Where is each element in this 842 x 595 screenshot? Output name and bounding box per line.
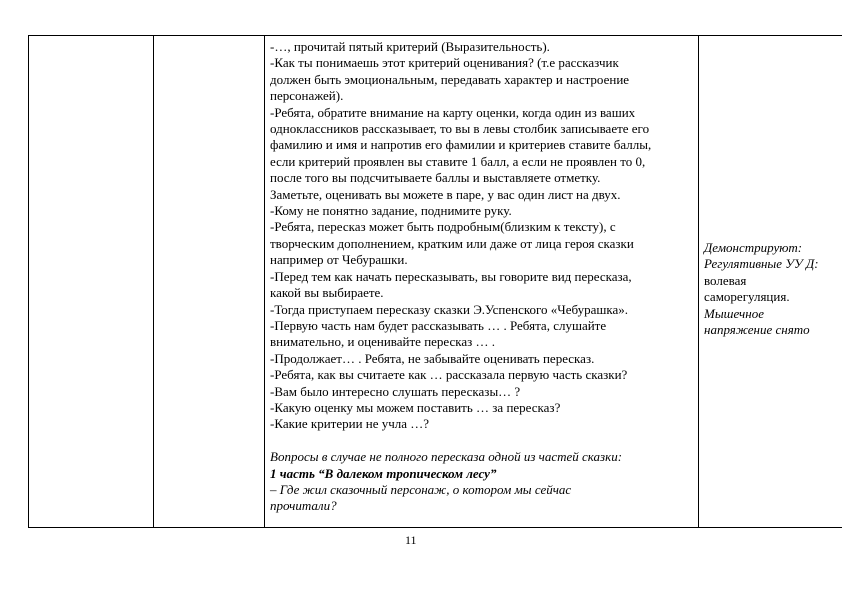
text-line: -Какие критерии не учла …? xyxy=(270,416,430,432)
text-line: внимательно, и оценивайте пересказ … . xyxy=(270,334,496,350)
part-title: 1 часть “В далеком тропическом лесу” xyxy=(270,465,497,481)
question-line: прочитали? xyxy=(270,498,337,514)
question-line: – Где жил сказочный персонаж, о котором мы сейчас xyxy=(270,481,572,497)
uud-heading: Регулятивные УУ Д: xyxy=(704,256,819,272)
text-line: -Вам было интересно слушать пересказы… ? xyxy=(270,383,521,399)
uud-text: саморегуляция. xyxy=(704,289,790,305)
uud-heading: Демонстрируют: xyxy=(704,240,803,255)
text-line: персонажей). xyxy=(270,88,344,104)
questions-heading: Вопросы в случае не полного пересказа одной из частей сказки: xyxy=(270,449,623,465)
text-line: -…, прочитай пятый критерий (Выразительность). xyxy=(270,39,550,54)
text-line: например от Чебурашки. xyxy=(270,252,408,268)
blank-line xyxy=(270,433,694,449)
uud-text: волевая xyxy=(704,272,747,288)
page-number: 11 xyxy=(405,533,417,547)
text-line: -Ребята, пересказ может быть подробным(близким к тексту), с xyxy=(270,219,616,235)
text-line: какой вы выбираете. xyxy=(270,285,384,301)
text-line: -Перед тем как начать пересказывать, вы говорите вид пересказа, xyxy=(270,268,632,284)
teacher-activity-cell xyxy=(265,36,699,528)
uud-note: напряжение снято xyxy=(704,322,810,338)
stage-cell xyxy=(29,36,154,528)
text-line: творческим дополнением, кратким или даже от лица героя сказки xyxy=(270,235,634,251)
text-line: одноклассников рассказывает, то вы в левы столбик записываете его xyxy=(270,121,650,137)
method-cell xyxy=(154,36,265,528)
text-line: -Тогда приступаем пересказу сказки Э.Успенского «Чебурашка». xyxy=(270,301,629,317)
lesson-table xyxy=(28,35,842,528)
text-line: -Продолжает… . Ребята, не забывайте оценивать пересказ. xyxy=(270,350,595,366)
uud-block xyxy=(704,240,842,338)
text-line: если критерий проявлен вы ставите 1 балл, а если не проявлен то 0, xyxy=(270,153,646,169)
text-line: должен быть эмоциональным, передавать характер и настроение xyxy=(270,71,630,87)
uud-cell xyxy=(699,36,842,528)
table-row xyxy=(29,36,842,528)
text-line: после того вы подсчитываете баллы и выставляете отметку. xyxy=(270,170,601,186)
text-line: -Кому не понятно задание, поднимите руку. xyxy=(270,203,512,219)
text-line: -Первую часть нам будет рассказывать … . Ребята, слушайте xyxy=(270,317,607,333)
text-line: -Ребята, как вы считаете как … рассказала первую часть сказки? xyxy=(270,367,628,383)
text-line: -Ребята, обратите внимание на карту оценки, когда один из ваших xyxy=(270,104,636,120)
text-line: -Как ты понимаешь этот критерий оценивания? (т.е рассказчик xyxy=(270,55,619,71)
uud-note: Мышечное xyxy=(704,305,764,321)
text-line: -Какую оценку мы можем поставить … за пересказ? xyxy=(270,399,561,415)
text-line: фамилию и имя и напротив его фамилии и критериев ставите баллы, xyxy=(270,137,652,153)
text-line: Заметьте, оценивать вы можете в паре, у вас один лист на двух. xyxy=(270,186,621,202)
